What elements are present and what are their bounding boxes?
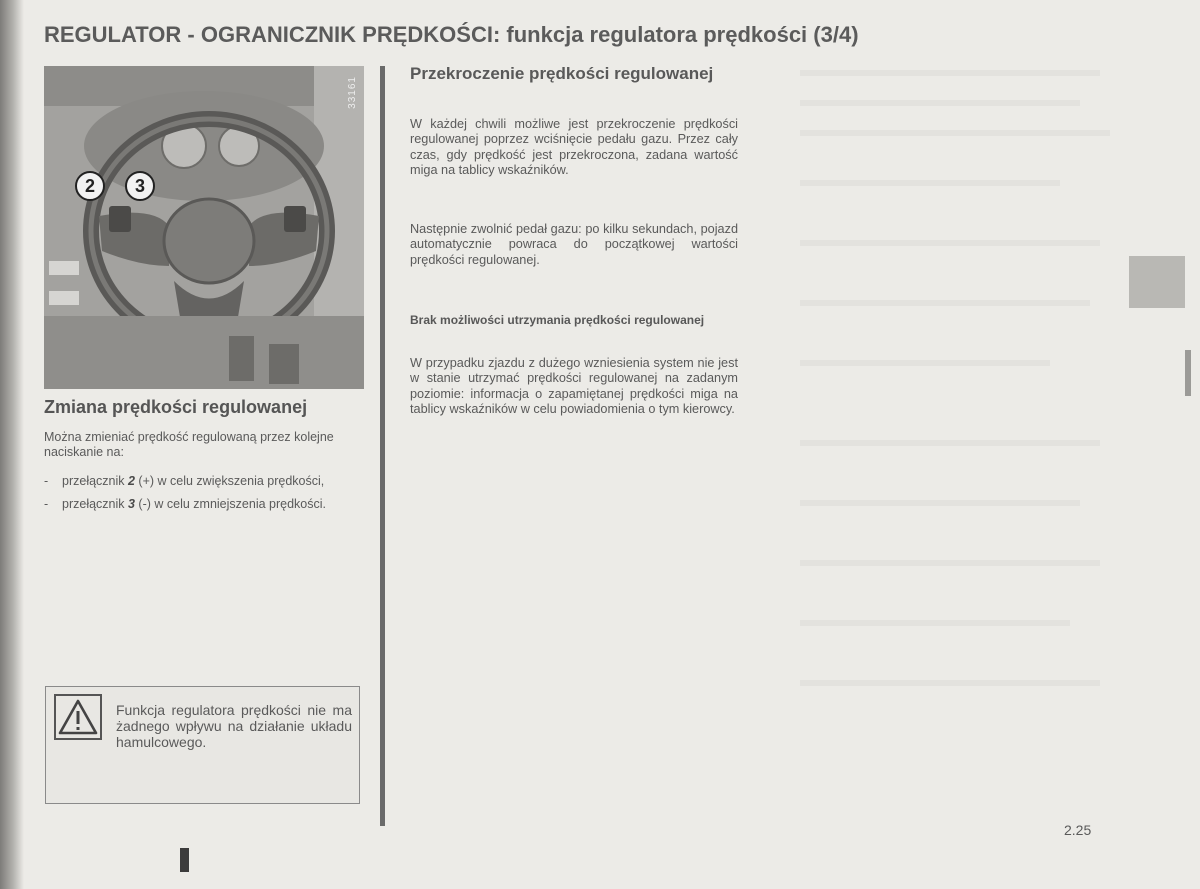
ghost-line bbox=[800, 500, 1080, 506]
ghost-line bbox=[800, 440, 1100, 446]
list-item bbox=[44, 497, 362, 512]
section-heading-exceeding-speed: Przekroczenie prędkości regulowanej bbox=[410, 64, 714, 83]
bottom-marker bbox=[180, 848, 189, 872]
ghost-line bbox=[800, 680, 1100, 686]
warning-text: Funkcja regulatora prędkości nie ma żadnego wpływu na działanie układu hamulcowego. bbox=[116, 702, 352, 750]
column-divider bbox=[380, 66, 385, 826]
bleed-through-texture bbox=[760, 60, 1180, 820]
bullet-suffix: (-) w celu zmniejszenia prędkości. bbox=[134, 497, 326, 512]
ghost-line bbox=[800, 130, 1110, 136]
warning-triangle-icon bbox=[54, 694, 102, 740]
figure-code: 33161 bbox=[347, 76, 358, 109]
ghost-line bbox=[800, 300, 1090, 306]
bullet-prefix: przełącznik bbox=[62, 497, 128, 512]
intro-text: Można zmieniać prędkość regulowaną przez kolejne naciskanie na: bbox=[44, 430, 334, 460]
warning-triangle-svg bbox=[56, 696, 100, 738]
switch-number: 3 bbox=[128, 497, 135, 512]
ghost-line bbox=[800, 100, 1080, 106]
ghost-line bbox=[800, 560, 1100, 566]
ghost-line bbox=[800, 620, 1070, 626]
paragraph-release-pedal: Następnie zwolnić pedał gazu: po kilku sekundach, pojazd automatycznie powraca do początkowej wartości prędkości regulowanej. bbox=[410, 222, 738, 267]
callout-2-marker: 2 bbox=[75, 171, 105, 201]
callout-3-marker: 3 bbox=[125, 171, 155, 201]
ghost-line bbox=[800, 180, 1060, 186]
switch-number: 2 bbox=[128, 474, 135, 488]
bullet-suffix: (+) w celu zwiększenia prędkości, bbox=[134, 474, 325, 488]
section-heading-speed-change: Zmiana prędkości regulowanej bbox=[44, 397, 308, 417]
steering-wheel-illustration bbox=[44, 66, 364, 389]
ghost-line bbox=[800, 70, 1100, 76]
warning-box bbox=[45, 686, 360, 804]
section-tab-marker bbox=[1129, 256, 1185, 308]
subheading-cannot-maintain: Brak możliwości utrzymania prędkości regulowanej bbox=[410, 313, 705, 327]
bullet-prefix: przełącznik bbox=[62, 474, 128, 488]
paragraph-downhill: W przypadku zjazdu z dużego wzniesienia system nie jest w stanie utrzymać prędkości regulowanej na zadanym poziomie: informacja o zapamiętanej prędkości miga na tablicy wskaźników w celu powiadomienia o tym kierowcy. bbox=[410, 356, 738, 417]
ghost-line bbox=[800, 360, 1050, 366]
page-title: REGULATOR - OGRANICZNIK PRĘDKOŚCI: funkcja regulatora prędkości (3/4) bbox=[44, 22, 859, 47]
steering-wheel-photo bbox=[44, 66, 364, 389]
paragraph-exceeding: W każdej chwili możliwe jest przekroczenie prędkości regulowanej poprzez wciśnięcie pedału gazu. Przez cały czas, gdy prędkość jest przekroczona, zadana wartość miga na tablicy wskaźników. bbox=[410, 117, 738, 178]
page-number: 2.25 bbox=[1064, 822, 1092, 838]
page-gutter-shadow bbox=[0, 0, 24, 889]
edge-marker bbox=[1185, 350, 1191, 396]
bullet-list bbox=[44, 474, 362, 521]
list-item bbox=[44, 474, 362, 489]
ghost-line bbox=[800, 240, 1100, 246]
